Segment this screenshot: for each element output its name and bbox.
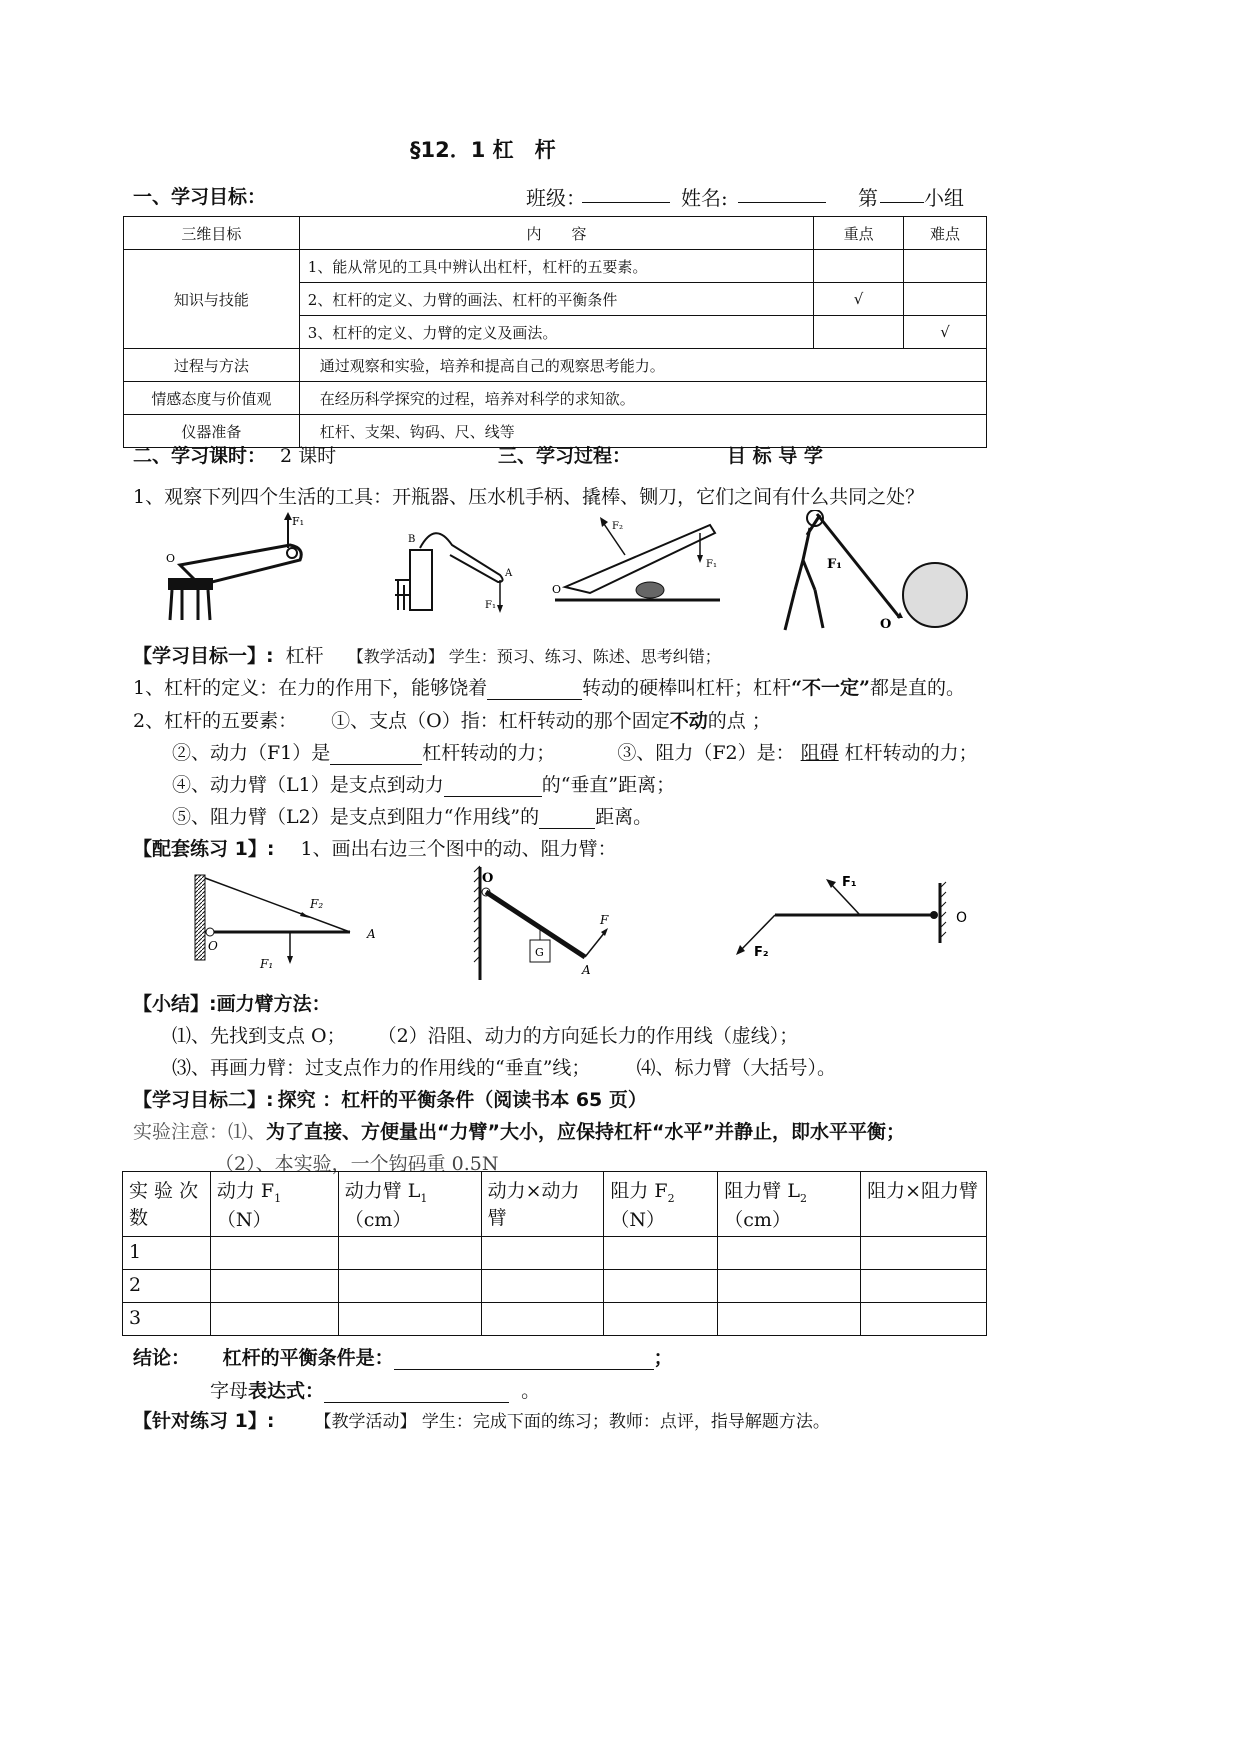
def-bold: “不一定” — [791, 677, 870, 699]
goals-key-mark — [814, 250, 904, 283]
exp-trial-number: 1 — [123, 1236, 211, 1269]
goal2-text: 探究 ：杠杆的平衡条件（阅读书本 65 页） — [277, 1089, 647, 1111]
exp-cell[interactable] — [338, 1269, 481, 1302]
pfig1-f2-label: F₂ — [310, 897, 324, 911]
exp-header: 实 验 次数 — [123, 1172, 211, 1237]
effort-blank[interactable] — [330, 744, 422, 765]
exp-cell[interactable] — [604, 1236, 718, 1269]
goals-key-mark — [814, 316, 904, 349]
knowledge-label: 知识与技能 — [124, 250, 300, 349]
exp-header: 阻力×阻力臂 — [861, 1172, 987, 1237]
goals-content: 1、能从常见的工具中辨认出杠杆，杠杆的五要素。 — [299, 250, 813, 283]
process-content: 通过观察和实验，培养和提高自己的观察思考能力。 — [299, 349, 986, 382]
goal1-line — [133, 641, 721, 668]
practice1-heading: 【配套练习 1】: — [133, 838, 275, 860]
goals-header-dimension: 三维目标 — [124, 217, 300, 250]
goals-hard-mark — [904, 283, 987, 316]
exp-cell[interactable] — [718, 1269, 861, 1302]
five-elements — [133, 706, 771, 733]
equipment-content: 杠杆、支架、钩码、尺、线等 — [299, 415, 986, 448]
section1-heading: 一、学习目标： — [133, 186, 267, 208]
attitude-content: 在经历科学探究的过程，培养对科学的求知欲。 — [299, 382, 986, 415]
group-suffix: 小组 — [924, 186, 964, 210]
arm1-blank[interactable] — [444, 776, 542, 797]
goal1-topic: 杠杆 — [285, 645, 324, 667]
goals-key-mark: √ — [814, 283, 904, 316]
resistance-arm-line — [172, 802, 652, 829]
exp-cell[interactable] — [718, 1302, 861, 1335]
process-mode: 目 标 导 学 — [727, 445, 823, 467]
practice2-text: 【教学活动】 学生：完成下面的练习；教师：点评，指导解题方法。 — [314, 1412, 830, 1432]
class-label: 班级： — [526, 186, 586, 210]
goal1-heading: 【学习目标一】: — [133, 645, 274, 667]
conclusion-line — [133, 1343, 673, 1370]
bottle-opener-figure — [160, 510, 320, 625]
goals-header-content: 内 容 — [299, 217, 813, 250]
fig3-f2-label: F₂ — [612, 521, 623, 532]
exp-cell[interactable] — [338, 1236, 481, 1269]
formula-end: 。 — [521, 1380, 541, 1402]
exp-cell[interactable] — [210, 1302, 338, 1335]
practice1-text: 1、画出右边三个图中的动、阻力臂： — [300, 838, 617, 860]
practice1-line — [133, 834, 617, 861]
formula-line — [210, 1376, 540, 1403]
table-row — [123, 1302, 987, 1335]
exp-header: 动力 $F_1(N)$ — [210, 1172, 338, 1237]
exp-cell[interactable] — [481, 1269, 604, 1302]
goals-row — [124, 349, 987, 382]
fig1-o-label: O — [166, 552, 176, 565]
fulcrum-bold: 不动 — [669, 710, 708, 732]
exp-cell[interactable] — [604, 1269, 718, 1302]
name-label: 姓名: — [681, 186, 728, 210]
class-blank[interactable] — [582, 182, 670, 203]
pfig3-o-label: O — [956, 910, 968, 926]
experiment-notes — [133, 1117, 905, 1144]
exp-trial-number: 2 — [123, 1269, 211, 1302]
practice-figure-2 — [470, 862, 630, 982]
fig3-o-label: O — [552, 583, 562, 596]
goals-hard-mark — [904, 250, 987, 283]
summary-step1: ⑴、先找到支点 O； — [172, 1025, 346, 1047]
equipment-label: 仪器准备 — [124, 415, 300, 448]
table-row — [123, 1269, 987, 1302]
fig2-b-label: B — [408, 534, 416, 545]
exp-cell[interactable] — [481, 1236, 604, 1269]
pfig2-f-label: F — [600, 913, 609, 927]
exp-trial-number: 3 — [123, 1302, 211, 1335]
formula-label-b: 表达式： — [248, 1380, 325, 1402]
arm1-a: ④、动力臂（L1）是支点到动力 — [172, 774, 444, 796]
goals-row — [124, 382, 987, 415]
water-pump-figure — [390, 520, 540, 615]
experiment-table — [122, 1171, 987, 1336]
exp-header: 阻力 $F_2(N)$ — [604, 1172, 718, 1237]
def-prefix: 1、杠杆的定义：在力的作用下，能够饶着 — [133, 677, 488, 699]
exp-header: 动力×动力臂 — [481, 1172, 604, 1237]
question-1: 1、观察下列四个生活的工具：开瓶器、压水机手柄、撬棒、铡刀，它们之间有什么共同之处？ — [133, 486, 925, 508]
summary-step2: （2）沿阻、动力的方向延长力的作用线（虚线）； — [377, 1025, 799, 1047]
exp-cell[interactable] — [718, 1236, 861, 1269]
fulcrum-a: ①、支点（O）指：杠杆转动的那个固定 — [331, 710, 670, 732]
fig4-o-label: O — [880, 617, 892, 632]
exp-cell[interactable] — [481, 1302, 604, 1335]
summary-step4: ⑷、标力臂（大括号）。 — [636, 1057, 836, 1079]
exp-header: 阻力臂 $L_2(cm)$ — [718, 1172, 861, 1237]
conclusion-label: 结论： — [133, 1347, 191, 1369]
conclusion-end: ； — [653, 1347, 673, 1369]
formula-blank[interactable] — [324, 1382, 509, 1403]
table-row — [123, 1236, 987, 1269]
def-suffix: 转动的硬棒叫杠杆；杠杆 — [582, 677, 792, 699]
summary-steps-2 — [172, 1053, 836, 1080]
pfig2-a-label: A — [582, 963, 591, 977]
experiment-note-2: （2）、本实验，一个钩码重 0.5N — [215, 1153, 499, 1175]
crowbar-figure — [550, 515, 720, 605]
goals-table — [123, 216, 987, 448]
exp-cell[interactable] — [210, 1236, 338, 1269]
goal1-activity: 【教学活动】 学生：预习、练习、陈述、思考纠错； — [347, 647, 721, 666]
summary-title: 画力臂方法： — [216, 993, 331, 1015]
arm2-blank[interactable] — [539, 808, 595, 829]
resist-a: ③、阻力（F2）是： — [617, 742, 795, 764]
conclusion-blank[interactable] — [394, 1349, 654, 1370]
summary-heading: 【小结】: — [133, 993, 217, 1015]
arm2-b: 距离。 — [595, 806, 653, 828]
fig2-f1-label: F₁ — [485, 600, 496, 611]
def-end: 都是直的。 — [869, 677, 965, 699]
chopper-figure — [775, 510, 975, 635]
goals-content: 3、杠杆的定义、力臂的定义及画法。 — [299, 316, 813, 349]
exp-cell[interactable] — [861, 1236, 987, 1269]
fig4-f1-label: F₁ — [827, 557, 842, 572]
section3-heading: 三、学习过程： — [498, 445, 632, 467]
exp-cell[interactable] — [210, 1269, 338, 1302]
conclusion-text: 杠杆的平衡条件是： — [222, 1347, 394, 1369]
fulcrum-b: 的点 ； — [707, 710, 771, 732]
page-title: §12．1 杠 杆 — [410, 138, 556, 162]
summary-steps-1 — [172, 1021, 798, 1048]
exp-cell[interactable] — [338, 1302, 481, 1335]
group-blank[interactable] — [880, 182, 924, 203]
goals-hard-mark: √ — [904, 316, 987, 349]
exp-cell[interactable] — [861, 1302, 987, 1335]
name-blank[interactable] — [738, 182, 826, 203]
effort-arm-line — [172, 770, 675, 797]
note-bold: 为了直接、方便量出“力臂”大小，应保持杠杆“水平”并静止，即水平平衡； — [266, 1121, 905, 1143]
lever-definition — [133, 673, 965, 700]
arm1-b: 的“垂直”距离； — [541, 774, 676, 796]
formula-label-a: 字母 — [210, 1380, 249, 1402]
resist-b: 杠杆转动的力； — [844, 742, 978, 764]
effort-resistance-line — [172, 738, 978, 765]
goal2-line — [133, 1085, 647, 1112]
effort-a: ②、动力（F1）是 — [172, 742, 331, 764]
pfig1-o-label: O — [208, 939, 218, 953]
pfig2-g-label: G — [535, 946, 544, 959]
group-prefix: 第 — [858, 186, 878, 210]
section2-heading: 二、学习课时： — [133, 445, 267, 467]
goals-header-hard: 难点 — [904, 217, 987, 250]
practice2-heading: 【针对练习 1】: — [133, 1410, 275, 1432]
pfig2-o-label: O — [482, 871, 494, 886]
goal2-heading: 【学习目标二】: — [133, 1089, 274, 1111]
five-prefix: 2、杠杆的五要素： — [133, 710, 298, 732]
arm2-a: ⑤、阻力臂（L2）是支点到阻力“作用线”的 — [172, 806, 540, 828]
fig1-f1-label: F₁ — [292, 515, 305, 528]
goals-content: 2、杠杆的定义、力臂的画法、杠杆的平衡条件 — [299, 283, 813, 316]
note-prefix: 实验注意：⑴、 — [133, 1121, 267, 1143]
effort-b: 杠杆转动的力； — [422, 742, 556, 764]
class-hours: 2 课时 — [280, 445, 337, 467]
goals-header-row — [124, 217, 987, 250]
pfig1-a-label: A — [367, 927, 376, 941]
process-label: 过程与方法 — [124, 349, 300, 382]
pfig3-f2-label: F₂ — [754, 945, 769, 960]
experiment-header-row — [123, 1172, 987, 1237]
goals-header-key: 重点 — [814, 217, 904, 250]
practice2-line — [133, 1406, 830, 1433]
exp-header: 动力臂 $L_1(cm)$ — [338, 1172, 481, 1237]
pfig1-f1-label: F₁ — [260, 957, 274, 970]
summary-line — [133, 989, 331, 1016]
summary-step3: ⑶、再画力臂：过支点作力的作用线的“垂直”线； — [172, 1057, 591, 1079]
pfig3-f1-label: F₁ — [842, 875, 857, 890]
goals-row — [124, 250, 987, 283]
fig3-f1-label: F₁ — [706, 559, 717, 570]
attitude-label: 情感态度与价值观 — [124, 382, 300, 415]
practice-figure-3 — [730, 868, 980, 963]
exp-cell[interactable] — [604, 1302, 718, 1335]
practice-figure-1 — [190, 870, 390, 970]
resist-fill: 阻碍 — [800, 742, 839, 764]
exp-cell[interactable] — [861, 1269, 987, 1302]
def-blank[interactable] — [487, 679, 582, 700]
fig2-a-label: A — [505, 568, 513, 579]
